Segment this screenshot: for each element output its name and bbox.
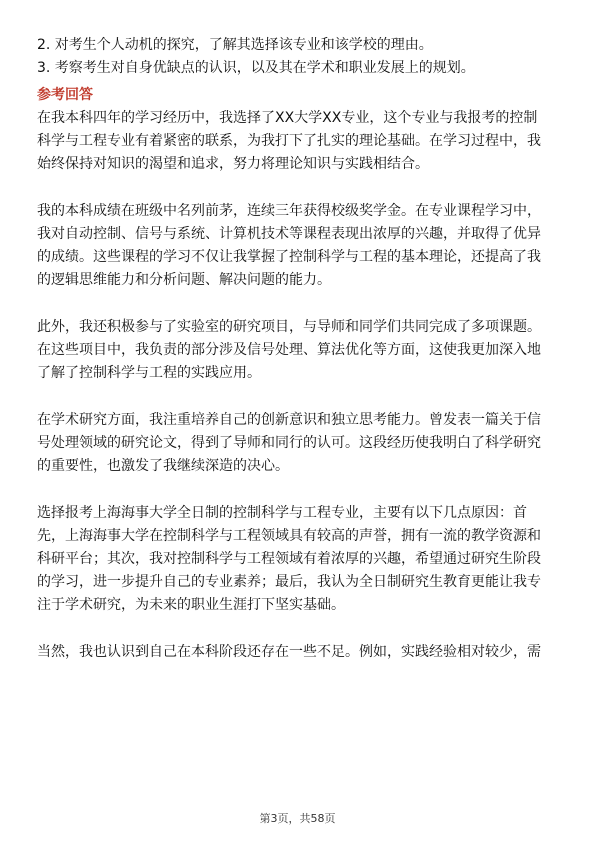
paragraph-line: 当然，我也认识到自己在本科阶段还存在一些不足。例如，实践经验相对较少，需 [37, 644, 541, 660]
paragraph-line: 号处理领域的研究论文，得到了导师和同行的认可。这段经历使我明白了科学研究 [37, 435, 541, 451]
paragraph-line: 科学与工程专业有着紧密的联系，为我打下了扎实的理论基础。在学习过程中，我 [37, 133, 541, 149]
paragraph-line: 的成绩。这些课程的学习不仅让我掌握了控制科学与工程的基本理论，还提高了我 [37, 249, 541, 265]
list-item: 2. 对考生个人动机的探究，了解其选择该专业和该学校的理由。 [37, 37, 433, 53]
paragraph-line: 科研平台；其次，我对控制科学与工程领域有着浓厚的兴趣，希望通过研究生阶段 [37, 551, 541, 567]
paragraph-line: 的逻辑思维能力和分析问题、解决问题的能力。 [37, 272, 331, 288]
paragraph-line: 注于学术研究，为未来的职业生涯打下坚实基础。 [37, 597, 345, 613]
paragraph-line: 在学术研究方面，我注重培养自己的创新意识和独立思考能力。曾发表一篇关于信 [37, 412, 541, 428]
paragraph-line: 选择报考上海海事大学全日制的控制科学与工程专业，主要有以下几点原因：首 [37, 505, 527, 521]
page-number-footer: 第3页，共58页 [259, 812, 336, 825]
paragraph-line: 在这些项目中，我负责的部分涉及信号处理、算法优化等方面，这使我更加深入地 [37, 342, 541, 358]
paragraph-line: 的重要性，也激发了我继续深造的决心。 [37, 458, 289, 474]
paragraph-line: 了解了控制科学与工程的实践应用。 [37, 365, 261, 381]
paragraph [37, 200, 561, 292]
paragraph [37, 107, 561, 176]
paragraph [37, 641, 561, 664]
paragraph [37, 502, 561, 617]
document-content [37, 34, 561, 664]
paragraph [37, 409, 561, 478]
paragraph [37, 316, 561, 385]
paragraph-line: 我的本科成绩在班级中名列前茅，连续三年获得校级奖学金。在专业课程学习中， [37, 203, 541, 219]
paragraph-line: 始终保持对知识的渴望和追求，努力将理论知识与实践相结合。 [37, 156, 429, 172]
list-item: 3. 考察考生对自身优缺点的认识，以及其在学术和职业发展上的规划。 [37, 60, 475, 76]
answer-heading: 参考回答 [37, 87, 93, 103]
paragraph-line: 在我本科四年的学习经历中，我选择了XX大学XX专业，这个专业与我报考的控制 [37, 110, 538, 126]
paragraph-line: 的学习，进一步提升自己的专业素养；最后，我认为全日制研究生教育更能让我专 [37, 574, 541, 590]
paragraph-line: 先，上海海事大学在控制科学与工程领域具有较高的声誉，拥有一流的教学资源和 [37, 528, 541, 544]
paragraph-line: 此外，我还积极参与了实验室的研究项目，与导师和同学们共同完成了多项课题。 [37, 319, 541, 335]
paragraph-line: 我对自动控制、信号与系统、计算机技术等课程表现出浓厚的兴趣，并取得了优异 [37, 226, 541, 242]
